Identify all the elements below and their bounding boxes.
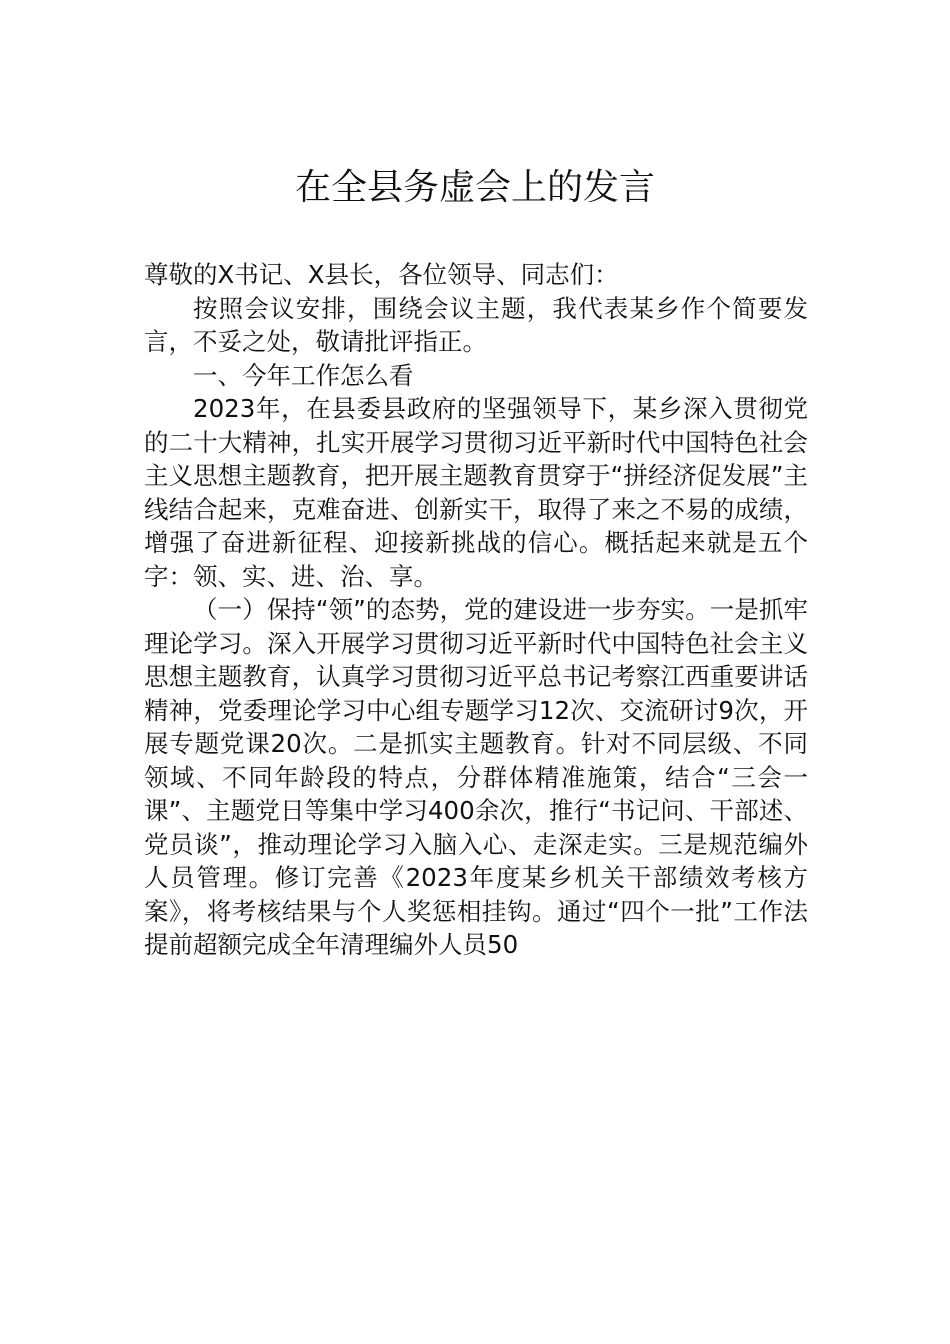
paragraph-party-building: （一）保持“领”的态势，党的建设进一步夯实。一是抓牢理论学习。深入开展学习贯彻习近平新时代中国特色社会主义思想主题教育，认真学习贯彻习近平总书记考察江西重要讲话精神，党委理论学习中心组专题学习12次、交流研讨9次，开展专题党课20次。二是抓实主题教育。针对不同层级、不同领域、不同年龄段的特点，分群体精准施策，结合“三会一课”、主题党日等集中学习400余次，推行“书记问、干部述、党员谈”，推动理论学习入脑入心、走深走实。三是规范编外人员管理。修订完善《2023年度某乡机关干部绩效考核方案》，将考核结果与个人奖惩相挂钩。通过“四个一批”工作法提前超额完成全年清理编外人员50: [144, 595, 808, 959]
document-body: [144, 258, 808, 962]
paragraph-overview: 2023年，在县委县政府的坚强领导下，某乡深入贯彻党的二十大精神，扎实开展学习贯彻习近平新时代中国特色社会主义思想主题教育，把开展主题教育贯穿于“拼经济促发展”主线结合起来，克难奋进、创新实干，取得了来之不易的成绩，增强了奋进新征程、迎接新挑战的信心。概括起来就是五个字：领、实、进、治、享。: [144, 394, 808, 591]
document-title: 在全县务虚会上的发言: [294, 167, 655, 208]
salutation: 尊敬的X书记、X县长，各位领导、同志们：: [144, 260, 619, 289]
paragraph-intro: 按照会议安排，围绕会议主题，我代表某乡作个简要发言，不妥之处，敬请批评指正。: [144, 293, 808, 356]
section-heading: 一、今年工作怎么看: [193, 360, 414, 390]
